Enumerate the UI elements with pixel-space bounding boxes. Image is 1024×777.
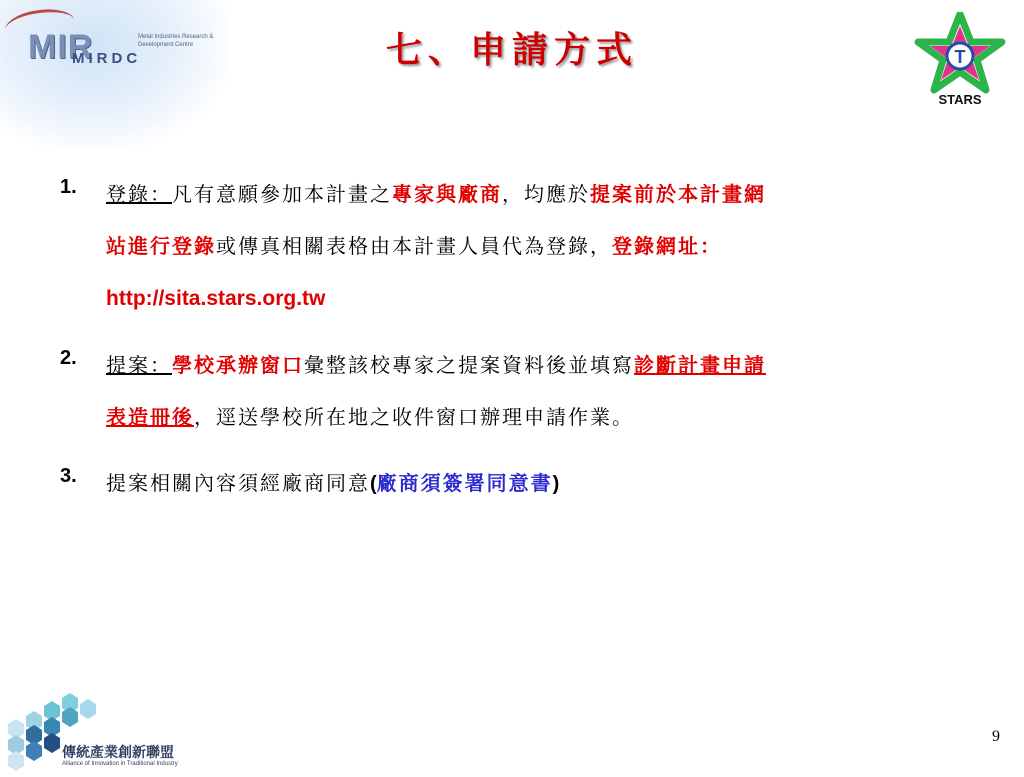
item-text: 提案相關內容須經廠商同意 (106, 471, 370, 495)
list-item-2 (60, 339, 960, 443)
highlight-text: 學校承辦窗口 (172, 353, 304, 377)
item-text: ，逕送學校所在地之收件窗口辦理申請作業。 (194, 405, 634, 429)
highlight-text-blue: 廠商須簽署同意書 (376, 471, 553, 495)
highlight-text: 診斷計畫申請 (634, 353, 766, 377)
logo-subtitle: Metal Industries Research & Development Centre (138, 34, 214, 48)
item-label: 提案： (106, 353, 172, 377)
item-number: 1. (60, 176, 77, 198)
stars-logo (912, 12, 1008, 112)
slide-title: 七、申請方式 (385, 29, 638, 71)
alliance-name-en: Alliance of Innovation in Traditional Industry (62, 761, 178, 767)
highlight-text: 提案前於本計畫網 (590, 182, 766, 206)
alliance-logo (0, 690, 200, 773)
stars-letter: T (954, 47, 966, 67)
logo-mirdc-text: MIRDC (72, 50, 142, 67)
item-text: 凡有意願參加本計畫之 (172, 182, 392, 206)
item-text: ，均應於 (502, 182, 590, 206)
list-item-3 (60, 457, 960, 510)
content-list (60, 168, 960, 524)
highlight-text: 登錄網址： (612, 234, 722, 258)
highlight-text: 站進行登錄 (106, 234, 216, 258)
item-number: 3. (60, 465, 77, 487)
highlight-text: 專家與廠商 (392, 182, 502, 206)
stars-label: STARS (938, 92, 982, 107)
registration-url-link[interactable]: http://sita.stars.org.tw (106, 287, 326, 310)
paren-close: ) (552, 473, 560, 495)
item-text: 彙整該校專家之提案資料後並填寫 (304, 353, 634, 377)
item-text: 或傳真相關表格由本計畫人員代為登錄， (216, 234, 612, 258)
paren-open: ( (370, 473, 377, 495)
page-number: 9 (992, 728, 1000, 745)
highlight-text: 表造冊後 (106, 405, 194, 429)
logo-mir-text: MIR (28, 28, 94, 66)
alliance-name: 傳統產業創新聯盟 (62, 745, 174, 761)
star-icon (912, 12, 1008, 96)
item-number: 2. (60, 347, 77, 369)
list-item-1 (60, 168, 960, 325)
item-label: 登錄： (106, 182, 172, 206)
